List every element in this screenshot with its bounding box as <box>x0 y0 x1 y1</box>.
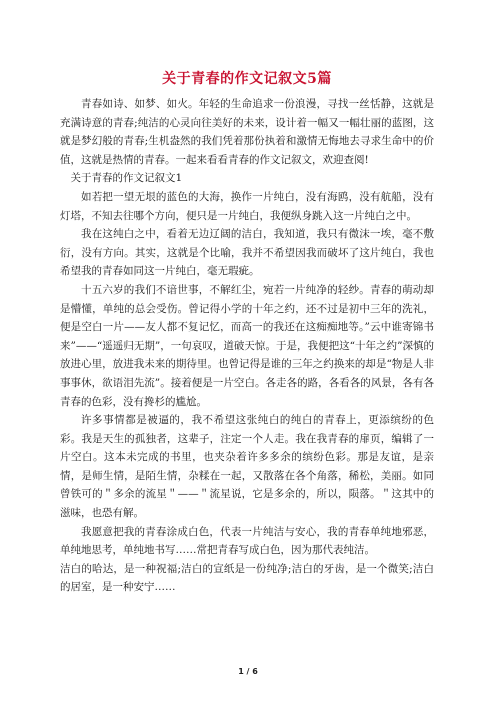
body-paragraph: 如若把一望无垠的蓝色的大海，换作一片纯白，没有海鸥，没有航船，没有灯塔，不知去往哪个方向，便只是一片纯白，我便纵身跳入这一片纯白之中。 <box>60 190 434 222</box>
page-number: 1 / 6 <box>238 667 258 676</box>
body-paragraph: 我愿意把我的青春涂成白色，代表一片纯洁与安心，我的青春单纯地邪恶，单纯地思考，单纯地书写……常把青春写成白色，因为那代表纯洁。 <box>60 525 434 557</box>
document-page <box>60 70 434 597</box>
page-title: 关于青春的作文记叙文5篇 <box>162 71 332 87</box>
body-paragraph: 许多事情都是被逼的，我不希望这张纯白的纯白的青春上，更添缤纷的色彩。我是天生的孤独者，这辈子，注定一个人走。我在我青春的扉页，编辑了一片空白。这本未完成的书里，也夹杂着许多多余的缤纷色彩。那是友谊，是亲情，是师生情，是陌生情，杂糅在一起，又散落在各个角落，稀松，美丽。如同曾铁可的＂多余的流星＂——＂流星说，它是多余的，所以，陨落。＂这其中的滋味，也恐有解。 <box>60 414 434 520</box>
body-paragraph: 十五六岁的我们不谙世事，不解红尘，宛若一片纯净的轻纱。青春的萌动却是懵懂，单纯的总会受伤。曾记得小学的十年之约，还不过是初中三年的洗礼，便是空白一片——友人都不复记忆，而高一的我还在这痴痴地等。”云中谁寄锦书来”——“遥遥归无期”，一句哀叹，道破天惊。于是，我便把这“十年之约”深慎的放进心里，放进我未来的期待里。也曾记得是谁的三年之约换来的却是“物是人非事事休，欲语泪先流”。接着便是一片空白。各走各的路，各看各的风景，各有各青春的色彩，没有搀杉的尴尬。 <box>60 283 434 408</box>
body-paragraph: 我在这纯白之中，看着无边辽阔的洁白，我知道，我只有微沫一埃，毫不敷衍，没有方向。其实，这就是个比喻，我并不希望因我而破坏了这片纯白，我也希望我的青春如同这一片纯白，毫无瑕疵。 <box>60 228 434 278</box>
intro-paragraph: 青春如诗、如梦、如火。年轻的生命追求一份浪漫，寻找一丝恬静，这就是充满诗意的青春;纯洁的心灵向往美好的未来，设计着一幅又一幅壮丽的蓝图，这就是梦幻般的青春;生机盎然的我们凭着那份执着和激情无悔地去寻求生命中的价值，这就是热情的青春。一起来看看青春的作文记叙文，欢迎查阅! <box>60 98 434 166</box>
section-subtitle: 关于青春的作文记叙文1 <box>70 172 183 185</box>
body-paragraph: 洁白的哈达，是一种祝福;洁白的宣纸是一份纯净;洁白的牙齿，是一个微笑;洁白的居室，是一种安宁…… <box>60 562 434 594</box>
